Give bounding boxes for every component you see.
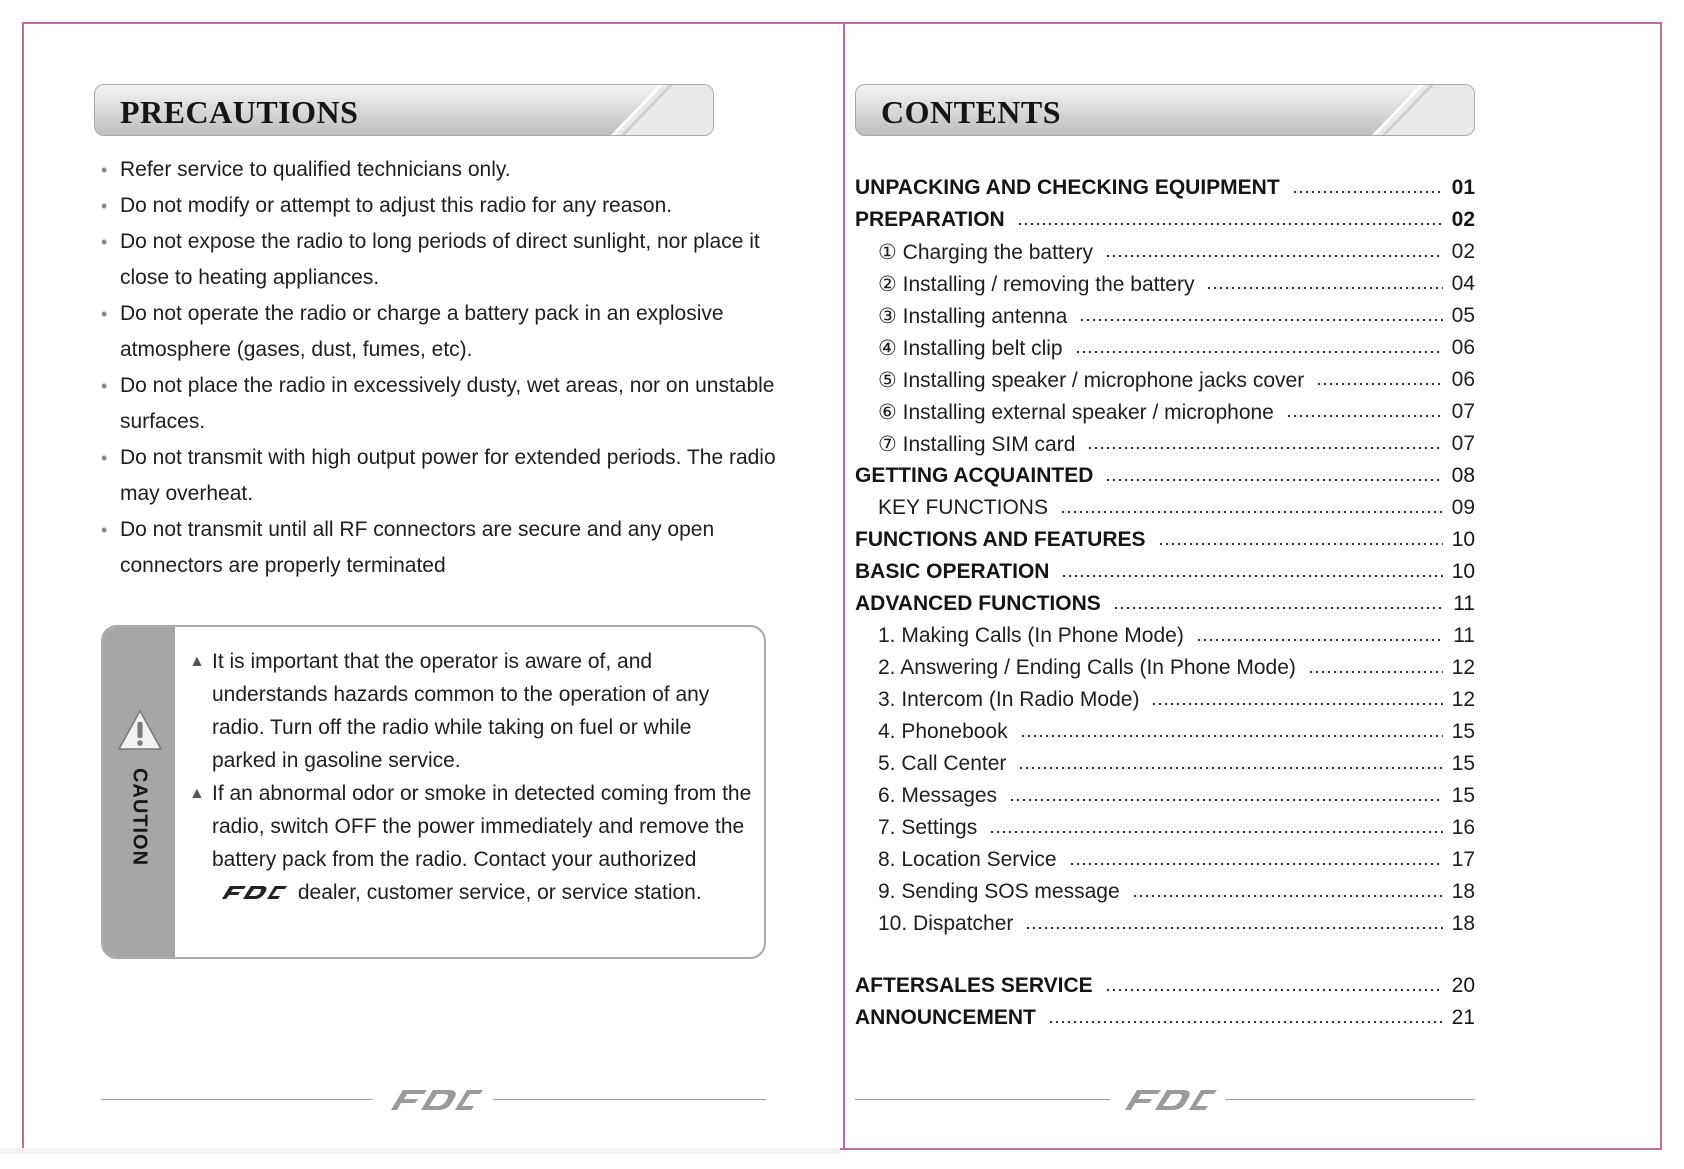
footer-rule (101, 1099, 373, 1100)
toc-entry[interactable]: 2. Answering / Ending Calls (In Phone Mode) 12 (878, 656, 1475, 679)
page-footer (101, 1084, 766, 1114)
toc-entry[interactable]: FUNCTIONS AND FEATURES 10 (855, 528, 1475, 551)
toc-entry[interactable]: 6. Messages 15 (878, 784, 1475, 807)
toc-entry[interactable]: BASIC OPERATION 10 (855, 560, 1475, 583)
toc-entry[interactable]: 9. Sending SOS message 18 (878, 880, 1475, 903)
toc-entry[interactable]: ⑤ Installing speaker / microphone jacks cover 06 (878, 368, 1475, 392)
list-item: • Do not transmit until all RF connectors are secure and any open connectors are properly terminated (101, 518, 715, 577)
fdc-logo-inline (216, 883, 288, 901)
caution-point: ▲ If an abnormal odor or smoke in detected coming from the radio, switch OFF the power immediately and remove the battery pack from the radio. Contact your authorized dealer, customer service, or service station. (189, 782, 752, 904)
toc-spacer (855, 940, 1475, 970)
precautions-list (101, 152, 801, 584)
caution-label: CAUTION (128, 767, 151, 867)
toc-entry[interactable]: ③ Installing antenna 05 (878, 304, 1475, 328)
footer-rule (493, 1099, 766, 1100)
page-title: PRECAUTIONS (120, 94, 359, 130)
toc-entry[interactable]: GETTING ACQUAINTED 08 (855, 464, 1475, 487)
toc-entry[interactable]: ④ Installing belt clip 06 (878, 336, 1475, 360)
caution-point: ▲ It is important that the operator is aware of, and understands hazards common to the operation of any radio. Turn off the radio while taking on fuel or while parked in gasoline service. (189, 650, 710, 772)
toc-entry[interactable]: ② Installing / removing the battery 04 (878, 272, 1475, 296)
toc-entry[interactable]: 5. Call Center 15 (878, 752, 1475, 775)
toc-entry[interactable]: UNPACKING AND CHECKING EQUIPMENT 01 (855, 176, 1475, 199)
toc-entry[interactable]: 7. Settings 16 (878, 816, 1475, 839)
table-of-contents (855, 172, 1475, 1034)
caution-side-panel (103, 627, 175, 957)
footer-rule (855, 1099, 1110, 1100)
contents-banner (855, 84, 1475, 136)
toc-entry[interactable]: ⑥ Installing external speaker / microphone 07 (878, 400, 1475, 424)
caution-box (101, 625, 766, 959)
list-item: • Refer service to qualified technicians only. (101, 158, 511, 181)
page-footer (855, 1084, 1475, 1114)
fdc-logo (383, 1086, 483, 1112)
toc-entry[interactable]: 10. Dispatcher 18 (878, 912, 1475, 935)
list-item: • Do not expose the radio to long periods of direct sunlight, nor place it close to heating appliances. (101, 230, 760, 289)
warning-icon (117, 709, 163, 751)
banner-slash-decoration (563, 85, 713, 136)
toc-entry[interactable]: ① Charging the battery 02 (878, 240, 1475, 264)
banner-slash-decoration (1324, 85, 1474, 136)
page-title: CONTENTS (881, 94, 1062, 130)
toc-entry[interactable]: KEY FUNCTIONS 09 (878, 496, 1475, 519)
list-item: • Do not operate the radio or charge a battery pack in an explosive atmosphere (gases, dust, fumes, etc). (101, 302, 724, 361)
toc-entry[interactable]: ⑦ Installing SIM card 07 (878, 432, 1475, 456)
toc-entry[interactable]: PREPARATION 02 (855, 208, 1475, 231)
list-item: • Do not transmit with high output power for extended periods. The radio may overheat. (101, 446, 776, 505)
toc-entry[interactable]: ADVANCED FUNCTIONS 11 (855, 592, 1475, 615)
toc-entry[interactable]: ANNOUNCEMENT 21 (855, 1006, 1475, 1029)
toc-entry[interactable]: 8. Location Service 17 (878, 848, 1475, 871)
toc-entry[interactable]: 1. Making Calls (In Phone Mode) 11 (878, 624, 1475, 647)
precautions-banner (94, 84, 714, 136)
fdc-logo (1117, 1086, 1217, 1112)
contents-page (845, 22, 1660, 1150)
toc-entry[interactable]: 4. Phonebook 15 (878, 720, 1475, 743)
toc-entry[interactable]: AFTERSALES SERVICE 20 (855, 974, 1475, 997)
list-item: • Do not place the radio in excessively dusty, wet areas, nor on unstable surfaces. (101, 374, 775, 433)
toc-entry[interactable]: 3. Intercom (In Radio Mode) 12 (878, 688, 1475, 711)
precautions-page (24, 22, 843, 1150)
caution-text (189, 645, 754, 909)
footer-rule (1225, 1099, 1475, 1100)
list-item: • Do not modify or attempt to adjust this radio for any reason. (101, 194, 673, 217)
